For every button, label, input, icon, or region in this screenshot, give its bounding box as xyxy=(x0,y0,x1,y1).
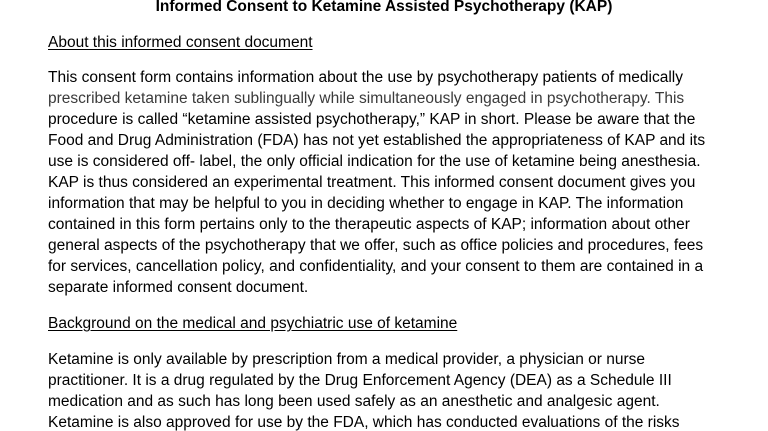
paragraph-line: general aspects of the psychotherapy that we offer, such as office policies and procedures, fees xyxy=(48,237,704,254)
paragraph-line: prescribed ketamine taken sublingually while simultaneously engaged in psychotherapy. This xyxy=(48,90,685,107)
paragraph-about xyxy=(48,67,705,298)
paragraph-line: separate informed consent document. xyxy=(48,279,309,296)
paragraph-line: contained in this form pertains only to the therapeutic aspects of KAP; information about other xyxy=(48,216,690,233)
paragraph-line: practitioner. It is a drug regulated by the Drug Enforcement Agency (DEA) as a Schedule III xyxy=(48,372,672,389)
paragraph-line: for services, cancellation policy, and confidentiality, and your consent to them are contained in a xyxy=(48,258,704,275)
section-heading-about: About this informed consent document xyxy=(48,34,313,51)
paragraph-line: procedure is called “ketamine assisted psychotherapy,” KAP in short. Please be aware that the xyxy=(48,111,696,128)
paragraph-line: medication and as such has long been used safely as an anesthetic and analgesic agent. xyxy=(48,393,660,410)
paragraph-background xyxy=(48,349,680,431)
paragraph-line: Food and Drug Administration (FDA) has not yet established the appropriateness of KAP and its xyxy=(48,132,706,149)
paragraph-line: information that may be helpful to you in deciding whether to engage in KAP. The information xyxy=(48,195,684,212)
paragraph-line: KAP is thus considered an experimental treatment. This informed consent document gives you xyxy=(48,174,696,191)
section-heading-background: Background on the medical and psychiatric use of ketamine xyxy=(48,315,458,332)
paragraph-line: Ketamine is also approved for use by the FDA, which has conducted evaluations of the risks xyxy=(48,414,680,431)
paragraph-line: use is considered off- label, the only official indication for the use of ketamine being anesthesia. xyxy=(48,153,701,170)
paragraph-line: This consent form contains information about the use by psychotherapy patients of medically xyxy=(48,69,683,86)
document-title: Informed Consent to Ketamine Assisted Psychotherapy (KAP) xyxy=(155,0,613,15)
paragraph-line: Ketamine is only available by prescription from a medical provider, a physician or nurse xyxy=(48,351,646,368)
